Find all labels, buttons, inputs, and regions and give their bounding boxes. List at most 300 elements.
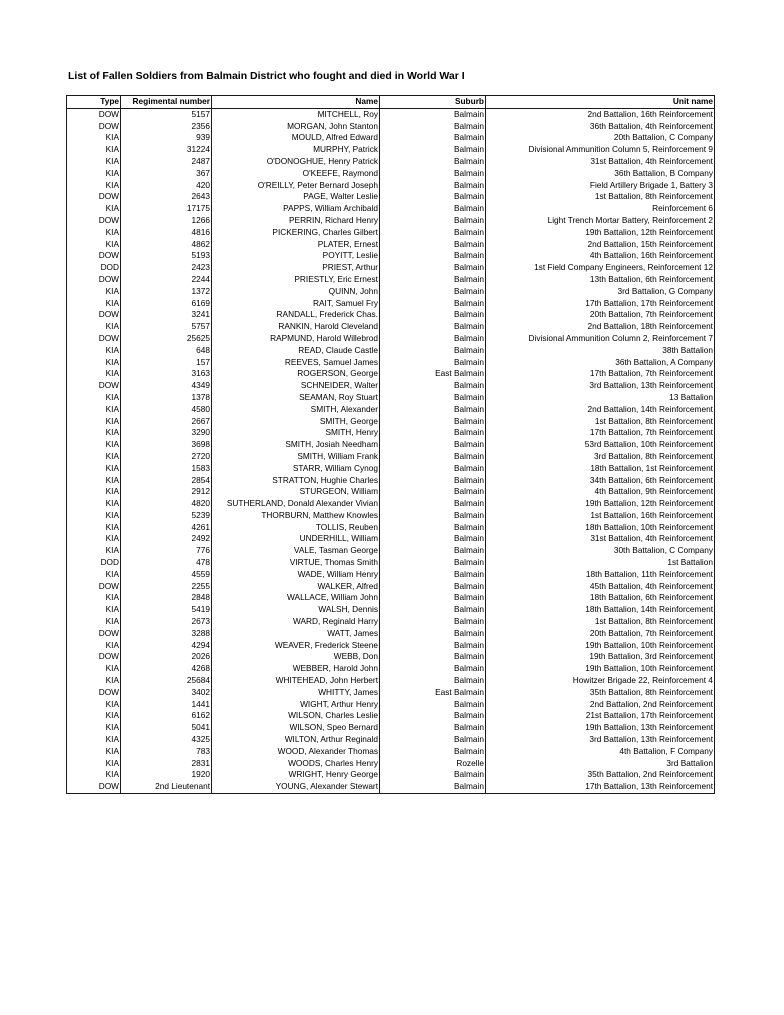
cell-type: KIA — [67, 368, 121, 380]
cell-unit-name: 4th Battalion, 9th Reinforcement — [486, 486, 715, 498]
table-row — [67, 298, 715, 310]
cell-unit-name: 18th Battalion, 10th Reinforcement — [486, 522, 715, 534]
cell-regimental-number: 2912 — [121, 486, 212, 498]
cell-suburb: Balmain — [380, 769, 486, 781]
cell-suburb: Balmain — [380, 380, 486, 392]
cell-regimental-number: 3163 — [121, 368, 212, 380]
table-row — [67, 286, 715, 298]
cell-unit-name: 35th Battalion, 2nd Reinforcement — [486, 769, 715, 781]
table-row — [67, 557, 715, 569]
cell-name: WATT, James — [212, 628, 380, 640]
cell-name: POYITT, Leslie — [212, 250, 380, 262]
cell-suburb: Balmain — [380, 333, 486, 345]
cell-name: WHITEHEAD, John Herbert — [212, 675, 380, 687]
column-header-name: Name — [212, 96, 380, 109]
table-row — [67, 498, 715, 510]
cell-regimental-number: 1378 — [121, 392, 212, 404]
table-row — [67, 392, 715, 404]
cell-regimental-number: 157 — [121, 357, 212, 369]
cell-name: RAIT, Samuel Fry — [212, 298, 380, 310]
cell-type: KIA — [67, 357, 121, 369]
table-row — [67, 427, 715, 439]
table-row — [67, 687, 715, 699]
cell-regimental-number: 25684 — [121, 675, 212, 687]
cell-unit-name: 4th Battalion, F Company — [486, 746, 715, 758]
cell-type: KIA — [67, 746, 121, 758]
cell-name: SUTHERLAND, Donald Alexander Vivian — [212, 498, 380, 510]
cell-unit-name: 18th Battalion, 6th Reinforcement — [486, 592, 715, 604]
cell-suburb: Balmain — [380, 533, 486, 545]
cell-name: PRIESTLY, Eric Ernest — [212, 274, 380, 286]
cell-suburb: Balmain — [380, 108, 486, 120]
cell-type: KIA — [67, 168, 121, 180]
cell-name: WARD, Reginald Harry — [212, 616, 380, 628]
cell-type: DOW — [67, 309, 121, 321]
cell-unit-name: 19th Battalion, 10th Reinforcement — [486, 640, 715, 652]
cell-regimental-number: 2831 — [121, 758, 212, 770]
cell-suburb: Balmain — [380, 616, 486, 628]
cell-regimental-number: 5757 — [121, 321, 212, 333]
cell-regimental-number: 2673 — [121, 616, 212, 628]
cell-name: O'DONOGHUE, Henry Patrick — [212, 156, 380, 168]
cell-regimental-number: 783 — [121, 746, 212, 758]
cell-type: KIA — [67, 180, 121, 192]
cell-suburb: Balmain — [380, 392, 486, 404]
cell-regimental-number: 2487 — [121, 156, 212, 168]
table-row — [67, 368, 715, 380]
cell-regimental-number: 420 — [121, 180, 212, 192]
cell-unit-name: 2nd Battalion, 18th Reinforcement — [486, 321, 715, 333]
cell-regimental-number: 1441 — [121, 699, 212, 711]
table-row — [67, 309, 715, 321]
cell-type: KIA — [67, 710, 121, 722]
cell-name: O'REILLY, Peter Bernard Joseph — [212, 180, 380, 192]
cell-name: PERRIN, Richard Henry — [212, 215, 380, 227]
cell-unit-name: Light Trench Mortar Battery, Reinforcement 2 — [486, 215, 715, 227]
table-row — [67, 345, 715, 357]
cell-name: YOUNG, Alexander Stewart — [212, 781, 380, 793]
cell-unit-name: 3rd Battalion, G Company — [486, 286, 715, 298]
cell-regimental-number: 5193 — [121, 250, 212, 262]
cell-type: KIA — [67, 203, 121, 215]
cell-regimental-number: 3402 — [121, 687, 212, 699]
cell-name: WALSH, Dennis — [212, 604, 380, 616]
cell-suburb: Balmain — [380, 144, 486, 156]
table-row — [67, 451, 715, 463]
cell-unit-name: Reinforcement 6 — [486, 203, 715, 215]
cell-suburb: Balmain — [380, 239, 486, 251]
cell-suburb: Balmain — [380, 675, 486, 687]
cell-name: WADE, William Henry — [212, 569, 380, 581]
cell-suburb: Balmain — [380, 746, 486, 758]
cell-type: DOW — [67, 191, 121, 203]
cell-name: WRIGHT, Henry George — [212, 769, 380, 781]
cell-unit-name: 1st Battalion, 8th Reinforcement — [486, 616, 715, 628]
cell-name: RAPMUND, Harold Willebrod — [212, 333, 380, 345]
cell-type: KIA — [67, 298, 121, 310]
cell-suburb: Balmain — [380, 510, 486, 522]
cell-type: KIA — [67, 239, 121, 251]
cell-suburb: Balmain — [380, 439, 486, 451]
cell-suburb: Balmain — [380, 309, 486, 321]
cell-suburb: Balmain — [380, 191, 486, 203]
cell-regimental-number: 4580 — [121, 404, 212, 416]
cell-suburb: Balmain — [380, 274, 486, 286]
cell-unit-name: 19th Battalion, 12th Reinforcement — [486, 498, 715, 510]
cell-unit-name: 53rd Battalion, 10th Reinforcement — [486, 439, 715, 451]
cell-name: VALE, Tasman George — [212, 545, 380, 557]
cell-unit-name: 17th Battalion, 17th Reinforcement — [486, 298, 715, 310]
table-row — [67, 250, 715, 262]
cell-unit-name: 3rd Battalion, 8th Reinforcement — [486, 451, 715, 463]
cell-unit-name: 2nd Battalion, 2nd Reinforcement — [486, 699, 715, 711]
column-header-type: Type — [67, 96, 121, 109]
cell-regimental-number: 2492 — [121, 533, 212, 545]
cell-regimental-number: 2026 — [121, 651, 212, 663]
cell-unit-name: 17th Battalion, 7th Reinforcement — [486, 368, 715, 380]
cell-unit-name: 18th Battalion, 1st Reinforcement — [486, 463, 715, 475]
cell-unit-name: 18th Battalion, 11th Reinforcement — [486, 569, 715, 581]
cell-suburb: Balmain — [380, 357, 486, 369]
cell-suburb: Balmain — [380, 581, 486, 593]
cell-unit-name: 19th Battalion, 3rd Reinforcement — [486, 651, 715, 663]
table-row — [67, 262, 715, 274]
cell-unit-name: 1st Battalion — [486, 557, 715, 569]
table-row — [67, 108, 715, 120]
cell-name: PLATER, Ernest — [212, 239, 380, 251]
cell-suburb: Balmain — [380, 640, 486, 652]
cell-type: KIA — [67, 675, 121, 687]
table-row — [67, 699, 715, 711]
cell-name: WILSON, Charles Leslie — [212, 710, 380, 722]
cell-name: WEBB, Don — [212, 651, 380, 663]
cell-name: WOOD, Alexander Thomas — [212, 746, 380, 758]
cell-suburb: East Balmain — [380, 687, 486, 699]
cell-suburb: Balmain — [380, 156, 486, 168]
cell-type: KIA — [67, 758, 121, 770]
cell-name: SMITH, George — [212, 416, 380, 428]
cell-unit-name: 13th Battalion, 6th Reinforcement — [486, 274, 715, 286]
table-row — [67, 274, 715, 286]
cell-type: KIA — [67, 722, 121, 734]
cell-suburb: Balmain — [380, 699, 486, 711]
cell-regimental-number: 2255 — [121, 581, 212, 593]
cell-suburb: Balmain — [380, 498, 486, 510]
table-row — [67, 380, 715, 392]
cell-name: SMITH, Alexander — [212, 404, 380, 416]
table-row — [67, 404, 715, 416]
cell-name: PAPPS, William Archibald — [212, 203, 380, 215]
table-row — [67, 357, 715, 369]
cell-name: ROGERSON, George — [212, 368, 380, 380]
cell-unit-name: 3rd Battalion — [486, 758, 715, 770]
table-row — [67, 592, 715, 604]
cell-suburb: Balmain — [380, 651, 486, 663]
table-body — [67, 108, 715, 793]
cell-unit-name: Divisional Ammunition Column 2, Reinforcement 7 — [486, 333, 715, 345]
cell-name: SMITH, Josiah Needham — [212, 439, 380, 451]
cell-regimental-number: 2356 — [121, 121, 212, 133]
table-row — [67, 333, 715, 345]
cell-regimental-number: 3288 — [121, 628, 212, 640]
cell-suburb: Balmain — [380, 215, 486, 227]
table-row — [67, 533, 715, 545]
cell-suburb: Balmain — [380, 545, 486, 557]
cell-unit-name: Howitzer Brigade 22, Reinforcement 4 — [486, 675, 715, 687]
cell-unit-name: Divisional Ammunition Column 5, Reinforcement 9 — [486, 144, 715, 156]
table-row — [67, 475, 715, 487]
cell-name: WILSON, Speo Bernard — [212, 722, 380, 734]
cell-unit-name: 38th Battalion — [486, 345, 715, 357]
cell-type: KIA — [67, 699, 121, 711]
cell-type: DOW — [67, 215, 121, 227]
cell-suburb: Balmain — [380, 486, 486, 498]
cell-type: KIA — [67, 156, 121, 168]
cell-suburb: Balmain — [380, 781, 486, 793]
cell-suburb: Balmain — [380, 132, 486, 144]
cell-suburb: Balmain — [380, 604, 486, 616]
cell-type: KIA — [67, 416, 121, 428]
cell-type: KIA — [67, 345, 121, 357]
cell-suburb: Balmain — [380, 569, 486, 581]
cell-unit-name: 2nd Battalion, 16th Reinforcement — [486, 108, 715, 120]
cell-type: KIA — [67, 510, 121, 522]
cell-regimental-number: 4325 — [121, 734, 212, 746]
cell-name: MOULD, Alfred Edward — [212, 132, 380, 144]
cell-regimental-number: 1372 — [121, 286, 212, 298]
cell-regimental-number: 2854 — [121, 475, 212, 487]
cell-type: KIA — [67, 734, 121, 746]
cell-type: KIA — [67, 132, 121, 144]
cell-name: STURGEON, William — [212, 486, 380, 498]
cell-type: KIA — [67, 475, 121, 487]
table-row — [67, 168, 715, 180]
cell-unit-name: 1st Battalion, 8th Reinforcement — [486, 416, 715, 428]
cell-type: DOW — [67, 121, 121, 133]
cell-suburb: Rozelle — [380, 758, 486, 770]
cell-name: MURPHY, Patrick — [212, 144, 380, 156]
cell-name: PRIEST, Arthur — [212, 262, 380, 274]
table-row — [67, 239, 715, 251]
cell-type: DOW — [67, 274, 121, 286]
cell-regimental-number: 5239 — [121, 510, 212, 522]
cell-suburb: Balmain — [380, 722, 486, 734]
cell-type: KIA — [67, 321, 121, 333]
table-row — [67, 746, 715, 758]
cell-name: VIRTUE, Thomas Smith — [212, 557, 380, 569]
cell-regimental-number: 3698 — [121, 439, 212, 451]
cell-unit-name: 21st Battalion, 17th Reinforcement — [486, 710, 715, 722]
table-row — [67, 463, 715, 475]
cell-regimental-number: 4820 — [121, 498, 212, 510]
column-header-unit-name: Unit name — [486, 96, 715, 109]
cell-type: DOD — [67, 557, 121, 569]
cell-suburb: Balmain — [380, 286, 486, 298]
cell-suburb: Balmain — [380, 522, 486, 534]
cell-name: THORBURN, Matthew Knowles — [212, 510, 380, 522]
cell-name: STRATTON, Hughie Charles — [212, 475, 380, 487]
cell-type: KIA — [67, 604, 121, 616]
table-row — [67, 628, 715, 640]
cell-unit-name: 20th Battalion, C Company — [486, 132, 715, 144]
table-row — [67, 545, 715, 557]
cell-unit-name: 30th Battalion, C Company — [486, 545, 715, 557]
cell-suburb: Balmain — [380, 250, 486, 262]
cell-suburb: Balmain — [380, 451, 486, 463]
cell-regimental-number: 4816 — [121, 227, 212, 239]
cell-type: DOW — [67, 781, 121, 793]
cell-type: DOW — [67, 380, 121, 392]
cell-name: REEVES, Samuel James — [212, 357, 380, 369]
cell-type: KIA — [67, 545, 121, 557]
cell-suburb: Balmain — [380, 710, 486, 722]
table-row — [67, 581, 715, 593]
cell-regimental-number: 2720 — [121, 451, 212, 463]
cell-unit-name: 3rd Battalion, 13th Reinforcement — [486, 380, 715, 392]
table-row — [67, 191, 715, 203]
table-row — [67, 121, 715, 133]
table-row — [67, 675, 715, 687]
cell-regimental-number: 2244 — [121, 274, 212, 286]
table-row — [67, 215, 715, 227]
cell-type: KIA — [67, 569, 121, 581]
cell-regimental-number: 2nd Lieutenant — [121, 781, 212, 793]
cell-regimental-number: 4294 — [121, 640, 212, 652]
table-row — [67, 616, 715, 628]
cell-unit-name: 19th Battalion, 12th Reinforcement — [486, 227, 715, 239]
cell-unit-name: 20th Battalion, 7th Reinforcement — [486, 309, 715, 321]
cell-suburb: Balmain — [380, 321, 486, 333]
cell-name: PAGE, Walter Leslie — [212, 191, 380, 203]
table-row — [67, 769, 715, 781]
cell-unit-name: 2nd Battalion, 14th Reinforcement — [486, 404, 715, 416]
cell-name: UNDERHILL, William — [212, 533, 380, 545]
cell-unit-name: 36th Battalion, 4th Reinforcement — [486, 121, 715, 133]
cell-suburb: Balmain — [380, 416, 486, 428]
cell-type: DOW — [67, 250, 121, 262]
cell-suburb: East Balmain — [380, 368, 486, 380]
table-row — [67, 758, 715, 770]
column-header-suburb: Suburb — [380, 96, 486, 109]
cell-unit-name: 4th Battalion, 16th Reinforcement — [486, 250, 715, 262]
cell-unit-name: 3rd Battalion, 13th Reinforcement — [486, 734, 715, 746]
cell-type: DOW — [67, 628, 121, 640]
cell-name: MITCHELL, Roy — [212, 108, 380, 120]
table-row — [67, 144, 715, 156]
cell-regimental-number: 6169 — [121, 298, 212, 310]
cell-name: SMITH, William Frank — [212, 451, 380, 463]
cell-suburb: Balmain — [380, 262, 486, 274]
cell-regimental-number: 2667 — [121, 416, 212, 428]
cell-regimental-number: 2643 — [121, 191, 212, 203]
cell-name: WEAVER, Frederick Steene — [212, 640, 380, 652]
table-row — [67, 734, 715, 746]
cell-type: KIA — [67, 451, 121, 463]
cell-unit-name: 34th Battalion, 6th Reinforcement — [486, 475, 715, 487]
cell-type: DOW — [67, 581, 121, 593]
cell-suburb: Balmain — [380, 475, 486, 487]
cell-regimental-number: 17175 — [121, 203, 212, 215]
cell-suburb: Balmain — [380, 121, 486, 133]
table-row — [67, 651, 715, 663]
cell-regimental-number: 3241 — [121, 309, 212, 321]
cell-regimental-number: 25625 — [121, 333, 212, 345]
table-row — [67, 522, 715, 534]
cell-suburb: Balmain — [380, 404, 486, 416]
cell-unit-name: 18th Battalion, 14th Reinforcement — [486, 604, 715, 616]
page-title: List of Fallen Soldiers from Balmain District who fought and died in World War I — [68, 70, 465, 82]
cell-regimental-number: 4862 — [121, 239, 212, 251]
cell-name: WILTON, Arthur Reginald — [212, 734, 380, 746]
cell-suburb: Balmain — [380, 663, 486, 675]
cell-name: RANKIN, Harold Cleveland — [212, 321, 380, 333]
cell-type: KIA — [67, 392, 121, 404]
cell-type: KIA — [67, 616, 121, 628]
cell-regimental-number: 1266 — [121, 215, 212, 227]
table-row — [67, 203, 715, 215]
cell-name: QUINN, John — [212, 286, 380, 298]
cell-regimental-number: 1583 — [121, 463, 212, 475]
cell-suburb: Balmain — [380, 557, 486, 569]
cell-unit-name: 20th Battalion, 7th Reinforcement — [486, 628, 715, 640]
cell-type: KIA — [67, 404, 121, 416]
cell-unit-name: 19th Battalion, 10th Reinforcement — [486, 663, 715, 675]
cell-suburb: Balmain — [380, 345, 486, 357]
cell-unit-name: 17th Battalion, 13th Reinforcement — [486, 781, 715, 793]
cell-name: WOODS, Charles Henry — [212, 758, 380, 770]
cell-unit-name: 36th Battalion, B Company — [486, 168, 715, 180]
cell-name: PICKERING, Charles Gilbert — [212, 227, 380, 239]
table-row — [67, 321, 715, 333]
cell-name: O'KEEFE, Raymond — [212, 168, 380, 180]
cell-regimental-number: 4349 — [121, 380, 212, 392]
column-header-regimental-number: Regimental number — [121, 96, 212, 109]
cell-regimental-number: 648 — [121, 345, 212, 357]
cell-regimental-number: 4261 — [121, 522, 212, 534]
cell-suburb: Balmain — [380, 298, 486, 310]
cell-type: KIA — [67, 427, 121, 439]
table-row — [67, 640, 715, 652]
cell-regimental-number: 1920 — [121, 769, 212, 781]
table-row — [67, 604, 715, 616]
table-row — [67, 227, 715, 239]
cell-type: KIA — [67, 533, 121, 545]
cell-name: STARR, William Cynog — [212, 463, 380, 475]
cell-name: WHITTY, James — [212, 687, 380, 699]
cell-unit-name: 31st Battalion, 4th Reinforcement — [486, 156, 715, 168]
cell-unit-name: 45th Battalion, 4th Reinforcement — [486, 581, 715, 593]
cell-unit-name: 31st Battalion, 4th Reinforcement — [486, 533, 715, 545]
cell-type: DOW — [67, 651, 121, 663]
cell-type: KIA — [67, 144, 121, 156]
cell-unit-name: 36th Battalion, A Company — [486, 357, 715, 369]
cell-type: KIA — [67, 498, 121, 510]
table-row — [67, 156, 715, 168]
cell-unit-name: 35th Battalion, 8th Reinforcement — [486, 687, 715, 699]
cell-regimental-number: 2848 — [121, 592, 212, 604]
cell-name: MORGAN, John Stanton — [212, 121, 380, 133]
cell-name: WALLACE, William John — [212, 592, 380, 604]
table-row — [67, 486, 715, 498]
cell-regimental-number: 6162 — [121, 710, 212, 722]
cell-regimental-number: 2423 — [121, 262, 212, 274]
table-row — [67, 416, 715, 428]
cell-type: KIA — [67, 522, 121, 534]
cell-unit-name: 13 Battalion — [486, 392, 715, 404]
cell-regimental-number: 4559 — [121, 569, 212, 581]
fallen-soldiers-table — [66, 95, 715, 794]
table-header-row — [67, 96, 715, 109]
